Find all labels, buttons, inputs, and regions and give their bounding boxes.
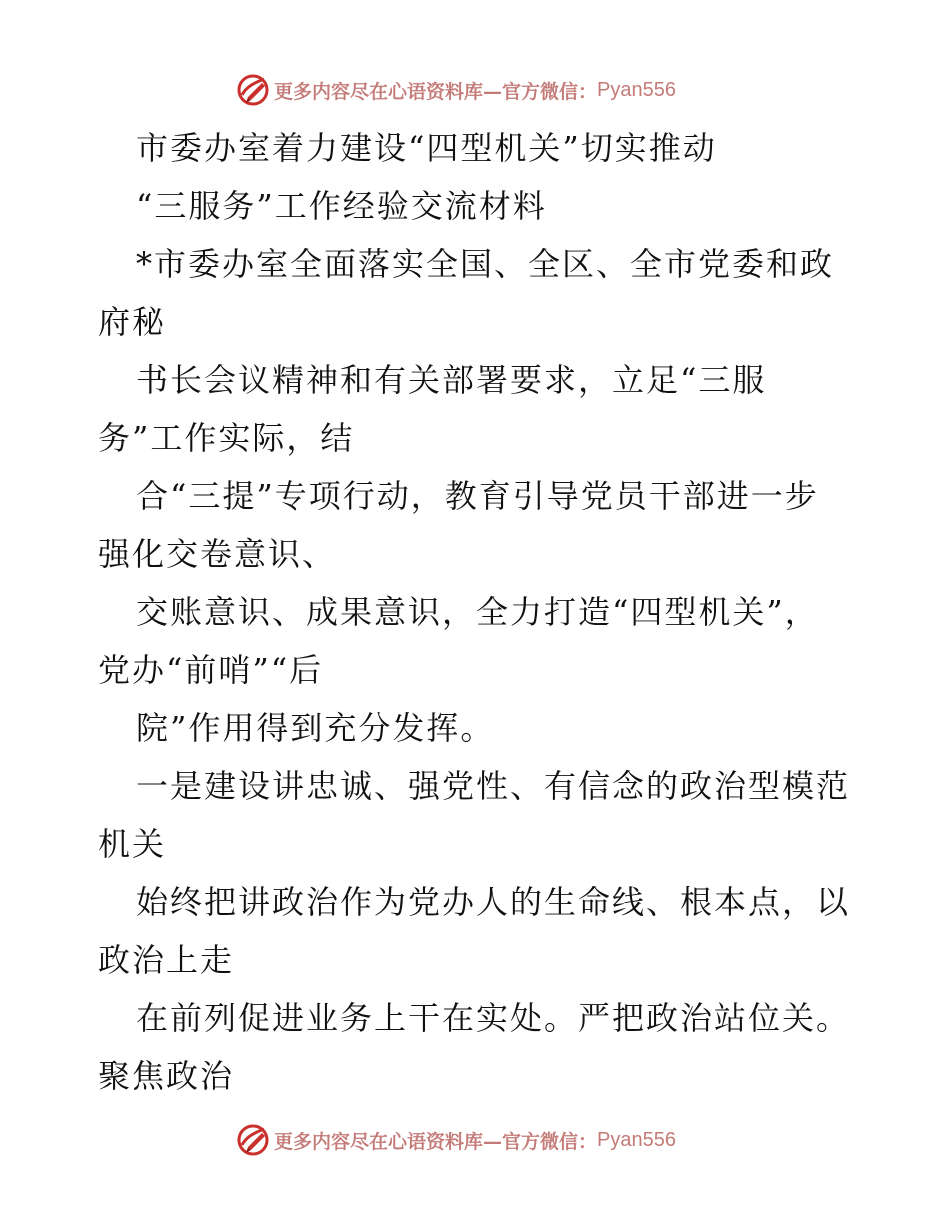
paragraph-line: 始终把讲政治作为党办人的生命线、根本点，以 bbox=[136, 883, 851, 921]
footer-watermark bbox=[236, 1122, 676, 1158]
paragraph-line: 务”工作实际，结 bbox=[98, 419, 355, 457]
paragraph-line: 合“三提”专项行动，教育引导党员干部进一步 bbox=[136, 477, 819, 515]
header-watermark bbox=[236, 72, 676, 108]
paragraph-line: 政治上走 bbox=[98, 941, 235, 979]
paragraph-line: 聚焦政治 bbox=[98, 1057, 235, 1095]
watermark-text: 更多内容尽在心语资料库—官方微信： bbox=[274, 1130, 598, 1153]
title-line-2: “三服务”工作经验交流材料 bbox=[136, 187, 547, 225]
paragraph-line: 书长会议精神和有关部署要求，立足“三服 bbox=[136, 361, 767, 399]
watermark-wechat-id: Pyan556 bbox=[597, 78, 676, 101]
paragraph-line: 在前列促进业务上干在实处。严把政治站位关。 bbox=[136, 999, 851, 1037]
paragraph-line: 交账意识、成果意识，全力打造“四型机关”， bbox=[136, 593, 819, 631]
paragraph-line: *市委办室全面落实全国、全区、全市党委和政 bbox=[136, 245, 835, 283]
paragraph-line: 机关 bbox=[98, 825, 167, 863]
paragraph-line: 院”作用得到充分发挥。 bbox=[136, 709, 495, 747]
pen-logo-icon bbox=[236, 1123, 270, 1157]
watermark-text: 更多内容尽在心语资料库—官方微信： bbox=[274, 80, 598, 103]
paragraph-line: 党办“前哨”“后 bbox=[98, 651, 324, 689]
watermark-wechat-id: Pyan556 bbox=[597, 1128, 676, 1151]
pen-logo-icon bbox=[236, 73, 270, 107]
paragraph-line: 府秘 bbox=[98, 303, 167, 341]
paragraph-line: 一是建设讲忠诚、强党性、有信念的政治型模范 bbox=[136, 767, 851, 805]
title-line-1: 市委办室着力建设“四型机关”切实推动 bbox=[136, 129, 717, 167]
paragraph-line: 强化交卷意识、 bbox=[98, 535, 337, 573]
